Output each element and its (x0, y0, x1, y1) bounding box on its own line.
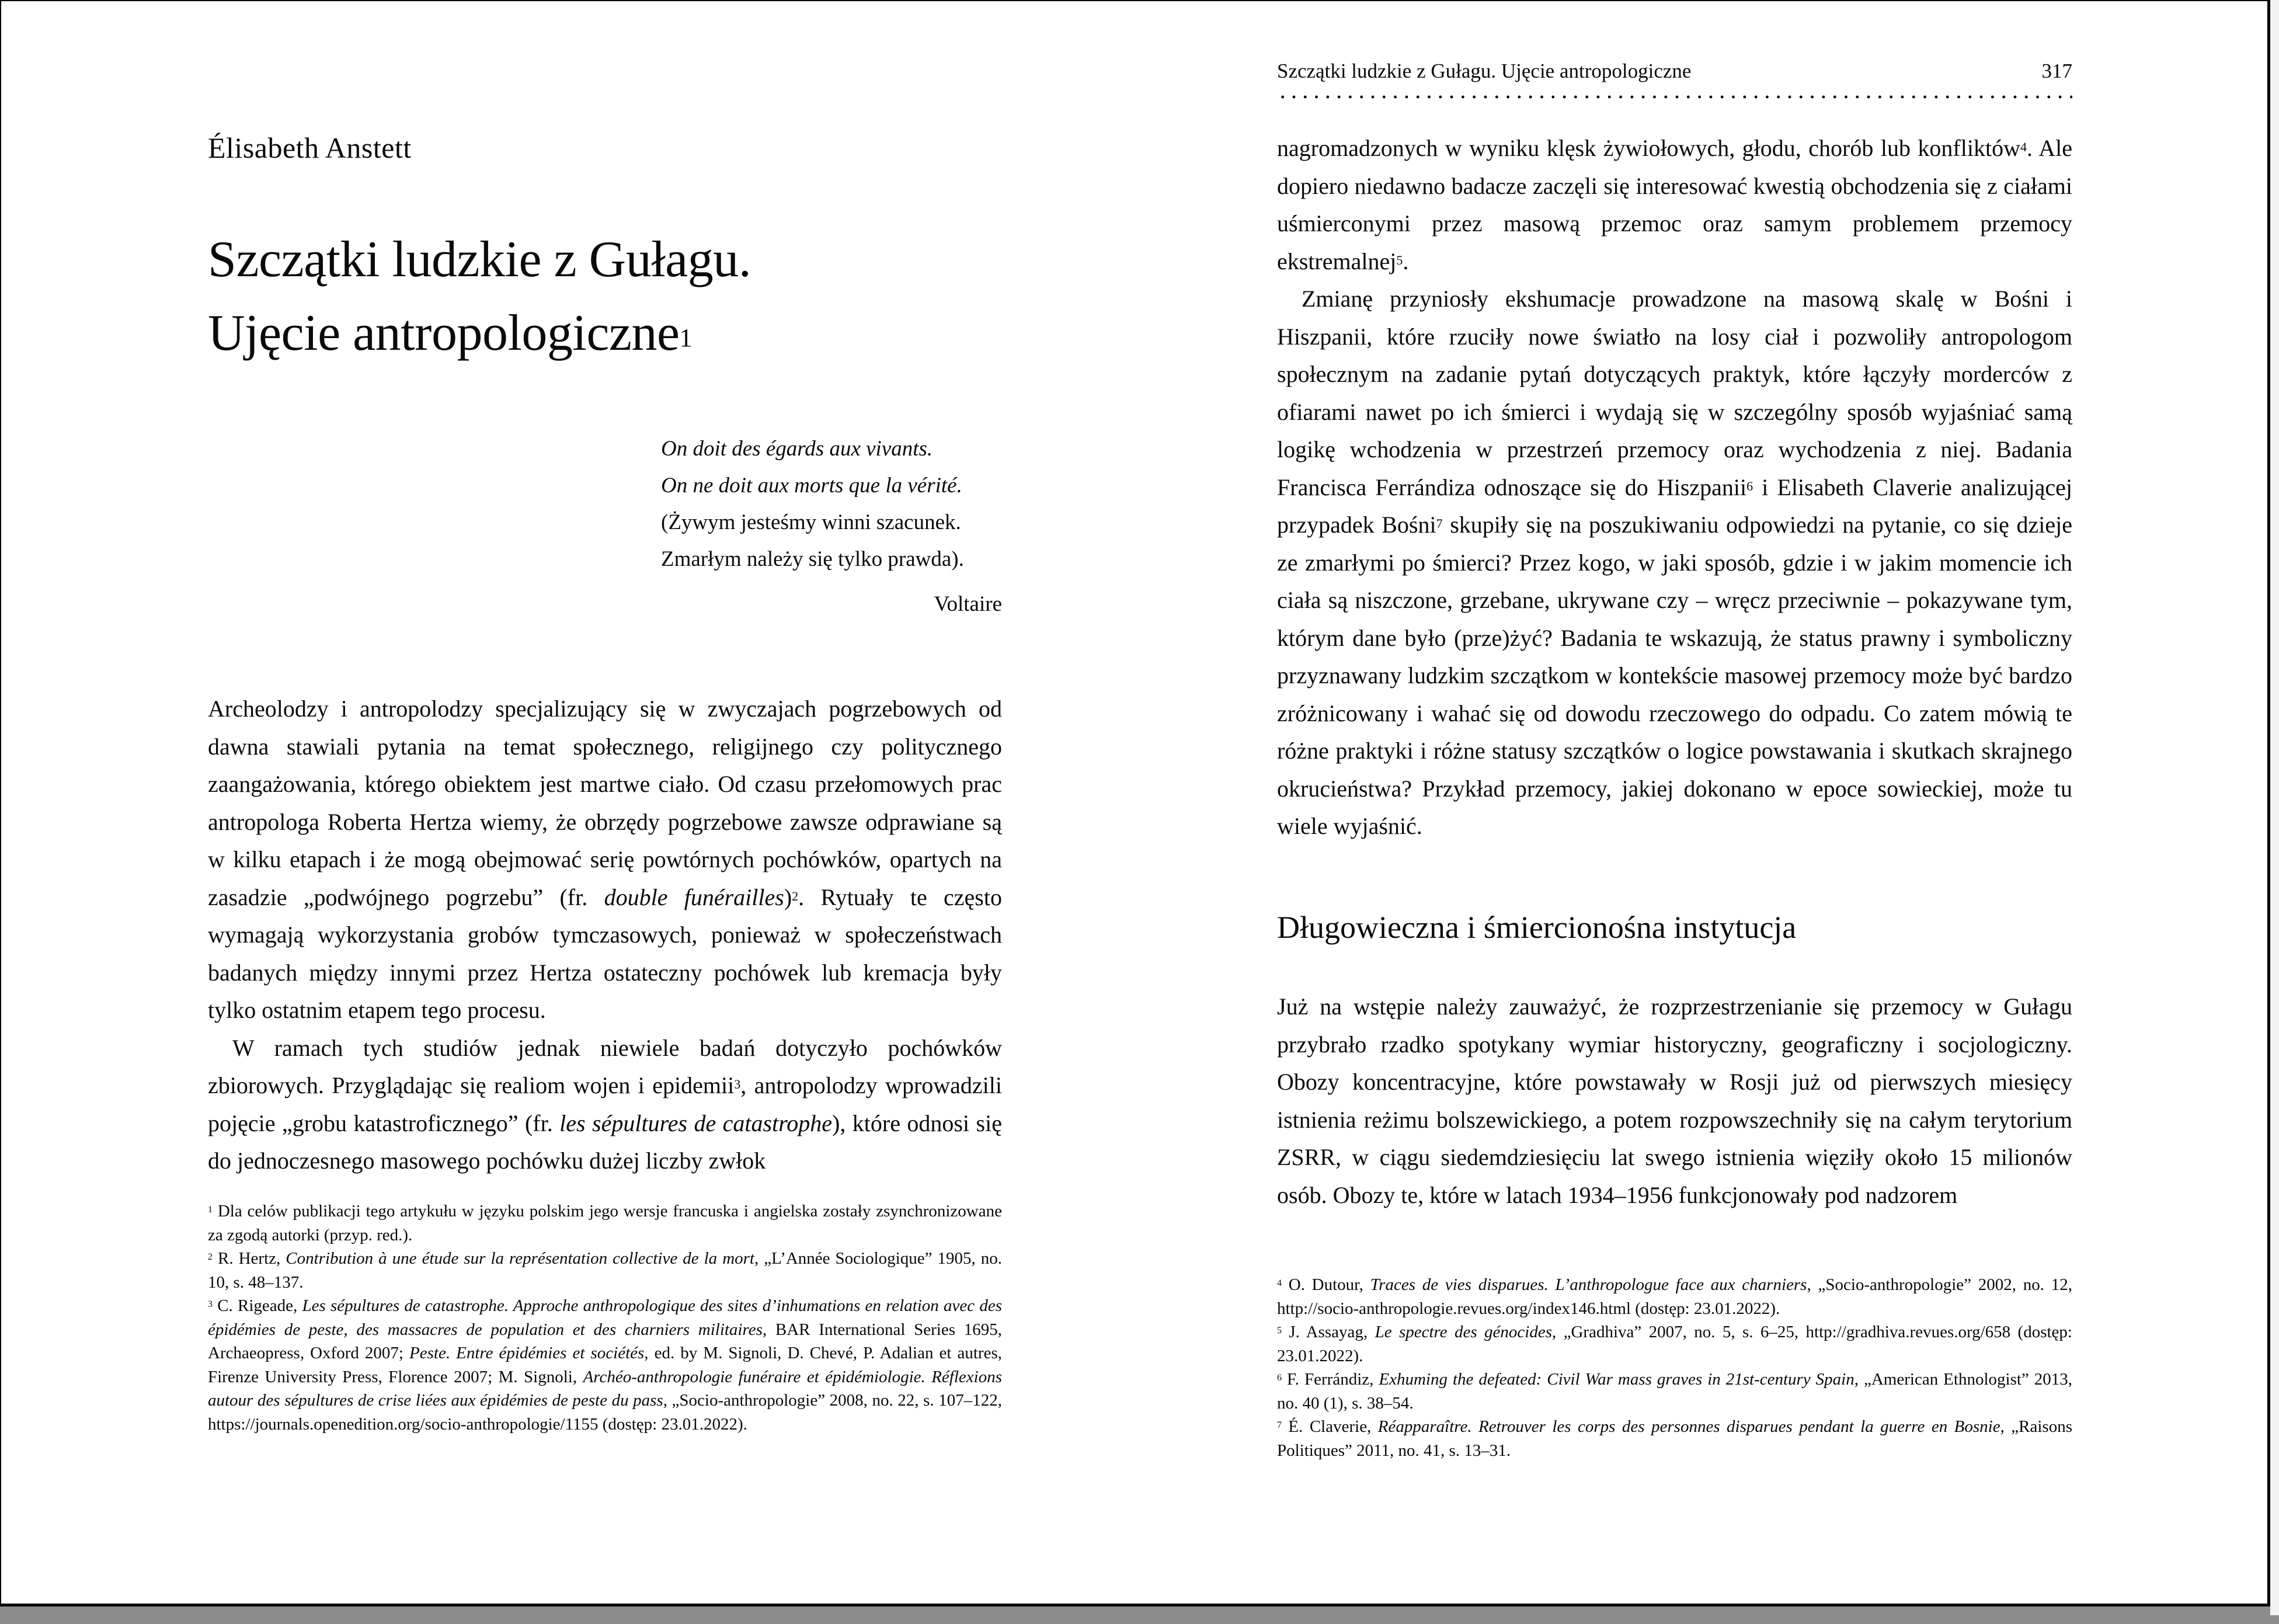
footnote-ref[interactable]: 7 (1436, 516, 1443, 531)
italic-text: Archéo-anthropologie funéraire et épidémiologie. Réflexions autour des sépultures de crise liées aux épidémies de peste du pass (208, 1367, 1003, 1410)
paragraph: Archeolodzy i antropolodzy specjalizujący się w zwyczajach pogrzebowych od dawna stawiali pytania na temat społecznego, religijnego czy politycznego zaangażowania, którego obiektem jest martwe ciało. Od czasu przełomowych prac antropologa Roberta Hertza wiemy, że obrzędy pogrzebowe zawsze odprawiane są w kilku etapach i że mogą obejmować serię powtórnych pochówków, opartych na zasadzie „podwójnego pogrzebu” (fr. double funérailles)$^2$. Rytuały te często wymagają wykorzystania grobów tymczasowych, ponieważ w społeczeństwach badanych między innymi przez Hertza ostateczny pochówek lub kremacja były tylko ostatnim etapem tego procesu. (208, 695, 1002, 1023)
footnote-number: 3 (208, 1299, 213, 1309)
italic-text: les sépultures de catastrophe (559, 1110, 833, 1136)
footnote: $^2$ R. Hertz, Contribution à une étude sur la représentation collective de la mort, „L’Année Sociologique” 1905, no. 10, s. 48–137. (208, 1249, 1003, 1292)
italic-text: Contribution à une étude sur la représentation collective de la mort (286, 1249, 754, 1268)
footnote-ref[interactable]: 5 (1396, 252, 1403, 267)
dotted-rule-divider (1277, 95, 2072, 99)
left-footnotes (208, 1199, 1002, 1436)
article-title (208, 223, 751, 370)
footnote: $^5$ J. Assayag, Le spectre des génocides, „Gradhiva” 2007, no. 5, s. 6–25, http://gradhiva.revues.org/658 (dostęp: 23.01.2022). (1277, 1323, 2072, 1365)
epigraph-attribution: Voltaire (934, 592, 1002, 616)
italic-text: Le spectre des génocides (1375, 1323, 1552, 1341)
epigraph-translation-line: Zmarłym należy się tylko prawda). (661, 547, 964, 571)
paragraph: nagromadzonych w wyniku klęsk żywiołowych, głodu, chorób lub konfliktów$^4$. Ale dopiero niedawno badacze zaczęli się interesować kwestią obchodzenia się z ciałami uśmierconymi przez masową przemoc oraz samym problemem przemocy ekstremalnej$^5$. (1277, 135, 2073, 274)
right-footnotes (1277, 1273, 2072, 1462)
italic-text: Peste. Entre épidémies et sociétés (409, 1344, 645, 1362)
title-line-1: Szczątki ludzkie z Gułagu. (208, 231, 751, 288)
running-header (1277, 60, 2072, 83)
page-number: 317 (2041, 60, 2072, 82)
footnote-number: 7 (1277, 1420, 1282, 1430)
italic-text: Traces de vies disparues. L’anthropologue face aux charniers (1370, 1275, 1807, 1294)
footnote-number: 2 (208, 1252, 213, 1262)
epigraph-translation-line: (Żywym jesteśmy winni szacunek. (661, 510, 961, 534)
paragraph: Zmianę przyniosły ekshumacje prowadzone na masową skalę w Bośni i Hiszpanii, które rzuciły nowe światło na losy ciał i pozwoliły antropologom społecznym na zadanie pytań dotyczących praktyk, które łączyły morderców z ofiarami nawet po ich śmierci i wydają się w szczególny sposób wyjaśniać samą logikę wchodzenia w przestrzeń przemocy oraz wychodzenia z niej. Badania Francisca Ferrándiza odnoszące się do Hiszpanii$^6$ i Elisabeth Claverie analizującej przypadek Bośni$^7$ skupiły się na poszukiwaniu odpowiedzi na pytanie, co się dzieje ze zmarłymi po śmierci? Przez kogo, w jaki sposób, gdzie i w jakim momencie ich ciała są niszczone, grzebane, ukrywane czy – wręcz przeciwnie – pokazywane tym, którym dane było (prze)żyć? Badania te wskazują, że status prawny i symboliczny przyznawany ludzkim szczątkom w kontekście masowej przemocy może być bardzo zróżnicowany i wahać się od dowodu rzeczowego do odpadu. Co zatem mówią te różne praktyki i różne statusy szczątków o logice powstawania i skutkach skrajnego okrucieństwa? Przykład przemocy, jakiej dokonano w epoce sowieckiej, może tu wiele wyjaśnić. (1277, 286, 2072, 839)
epigraph-line: On doit des égards aux vivants. (661, 437, 933, 461)
italic-text: Réapparaître. Retrouver les corps des personnes disparues pendant la guerre en Bosnie (1377, 1417, 2000, 1436)
epigraph (661, 430, 1002, 623)
footnote: $^1$ Dla celów publikacji tego artykułu w języku polskim jego wersje francuska i angielska zostały zsynchronizowane za zgodą autorki (przyp. red.). (208, 1202, 1002, 1244)
italic-text: double funérailles (604, 884, 784, 910)
footnote-number: 5 (1277, 1326, 1282, 1336)
title-footnote-ref[interactable]: 1 (679, 324, 693, 352)
footnote-ref[interactable]: 3 (734, 1077, 741, 1091)
paragraph: W ramach tych studiów jednak niewiele badań dotyczyło pochówków zbiorowych. Przyglądając się realiom wojen i epidemii$^3$, antropolodzy wprowadzili pojęcie „grobu katastroficznego” (fr. les sépultures de catastrophe), które odnosi się do jednoczesnego masowego pochówku dużej liczby zwłok (208, 1034, 1002, 1174)
left-body-text (208, 690, 1002, 1180)
footnote-number: 1 (208, 1205, 213, 1215)
title-line-2: Ujęcie antropologiczne (208, 305, 680, 361)
viewer-margin (2270, 0, 2279, 1615)
running-head-title: Szczątki ludzkie z Gułagu. Ujęcie antropologiczne (1277, 60, 1692, 82)
epigraph-line: On ne doit aux morts que la vérité. (661, 474, 962, 498)
footnote-number: 4 (1277, 1278, 1282, 1288)
footnote: $^3$ C. Rigeade, Les sépultures de catastrophe. Approche anthropologique des sites d’inhumations en relation avec des épidémies de peste, des massacres de population et des charniers militaires, BAR International Series 1695, Archaeopress, Oxford 2007; Peste. Entre épidémies et sociétés, ed. by M. Signoli, D. Chevé, P. Adalian et autres, Firenze University Press, Florence 2007; M. Signoli, Archéo-anthropologie funéraire et épidémiologie. Réflexions autour des sépultures de crise liées aux épidémies de peste du pass, „Socio-anthropologie” 2008, no. 22, s. 107–122, https://journals.openedition.org/socio-anthropologie/1155 (dostęp: 23.01.2022). (208, 1296, 1003, 1434)
footnote: $^7$ É. Claverie, Réapparaître. Retrouver les corps des personnes disparues pendant la guerre en Bosnie, „Raisons Politiques” 2011, no. 41, s. 13–31. (1277, 1417, 2073, 1460)
footnote-number: 6 (1277, 1373, 1282, 1383)
section-heading: Długowieczna i śmiercionośna instytucja (1277, 910, 1797, 945)
paragraph: Już na wstępie należy zauważyć, że rozprzestrzenianie się przemocy w Gułagu przybrało rzadko spotykany wymiar historyczny, geograficzny i socjologiczny. Obozy koncentracyjne, które powstawały w Rosji już od pierwszych miesięcy istnienia reżimu bolszewickiego, a potem rozpowszechniły się na całym terytorium ZSRR, w ciągu siedemdziesięciu lat swego istnienia więziły około 15 milionów osób. Obozy te, które w latach 1934–1956 funkcjonowały pod nadzorem (1277, 993, 2072, 1208)
italic-text: Les sépultures de catastrophe. Approche anthropologique des sites d’inhumations en relation avec des épidémies de peste, des massacres de population et des charniers militaires (208, 1296, 1003, 1339)
footnote: $^4$ O. Dutour, Traces de vies disparues. L’anthropologue face aux charniers, „Socio-anthropologie” 2002, no. 12, http://socio-anthropologie.revues.org/index146.html (dostęp: 23.01.2022). (1277, 1275, 2072, 1318)
footnote-ref[interactable]: 4 (2020, 140, 2027, 154)
right-body-text-section (1277, 988, 2072, 1214)
author-name: Élisabeth Anstett (208, 131, 412, 164)
footnote-ref[interactable]: 6 (1746, 478, 1753, 493)
footnote-ref[interactable]: 2 (792, 888, 799, 903)
footnote: $^6$ F. Ferrándiz, Exhuming the defeated: Civil War mass graves in 21st-century Spain, „American Ethnologist” 2013, no. 40 (1), s. 38–54. (1277, 1370, 2073, 1413)
right-body-text (1277, 130, 2072, 846)
italic-text: Exhuming the defeated: Civil War mass graves in 21st-century Spain (1379, 1370, 1854, 1389)
